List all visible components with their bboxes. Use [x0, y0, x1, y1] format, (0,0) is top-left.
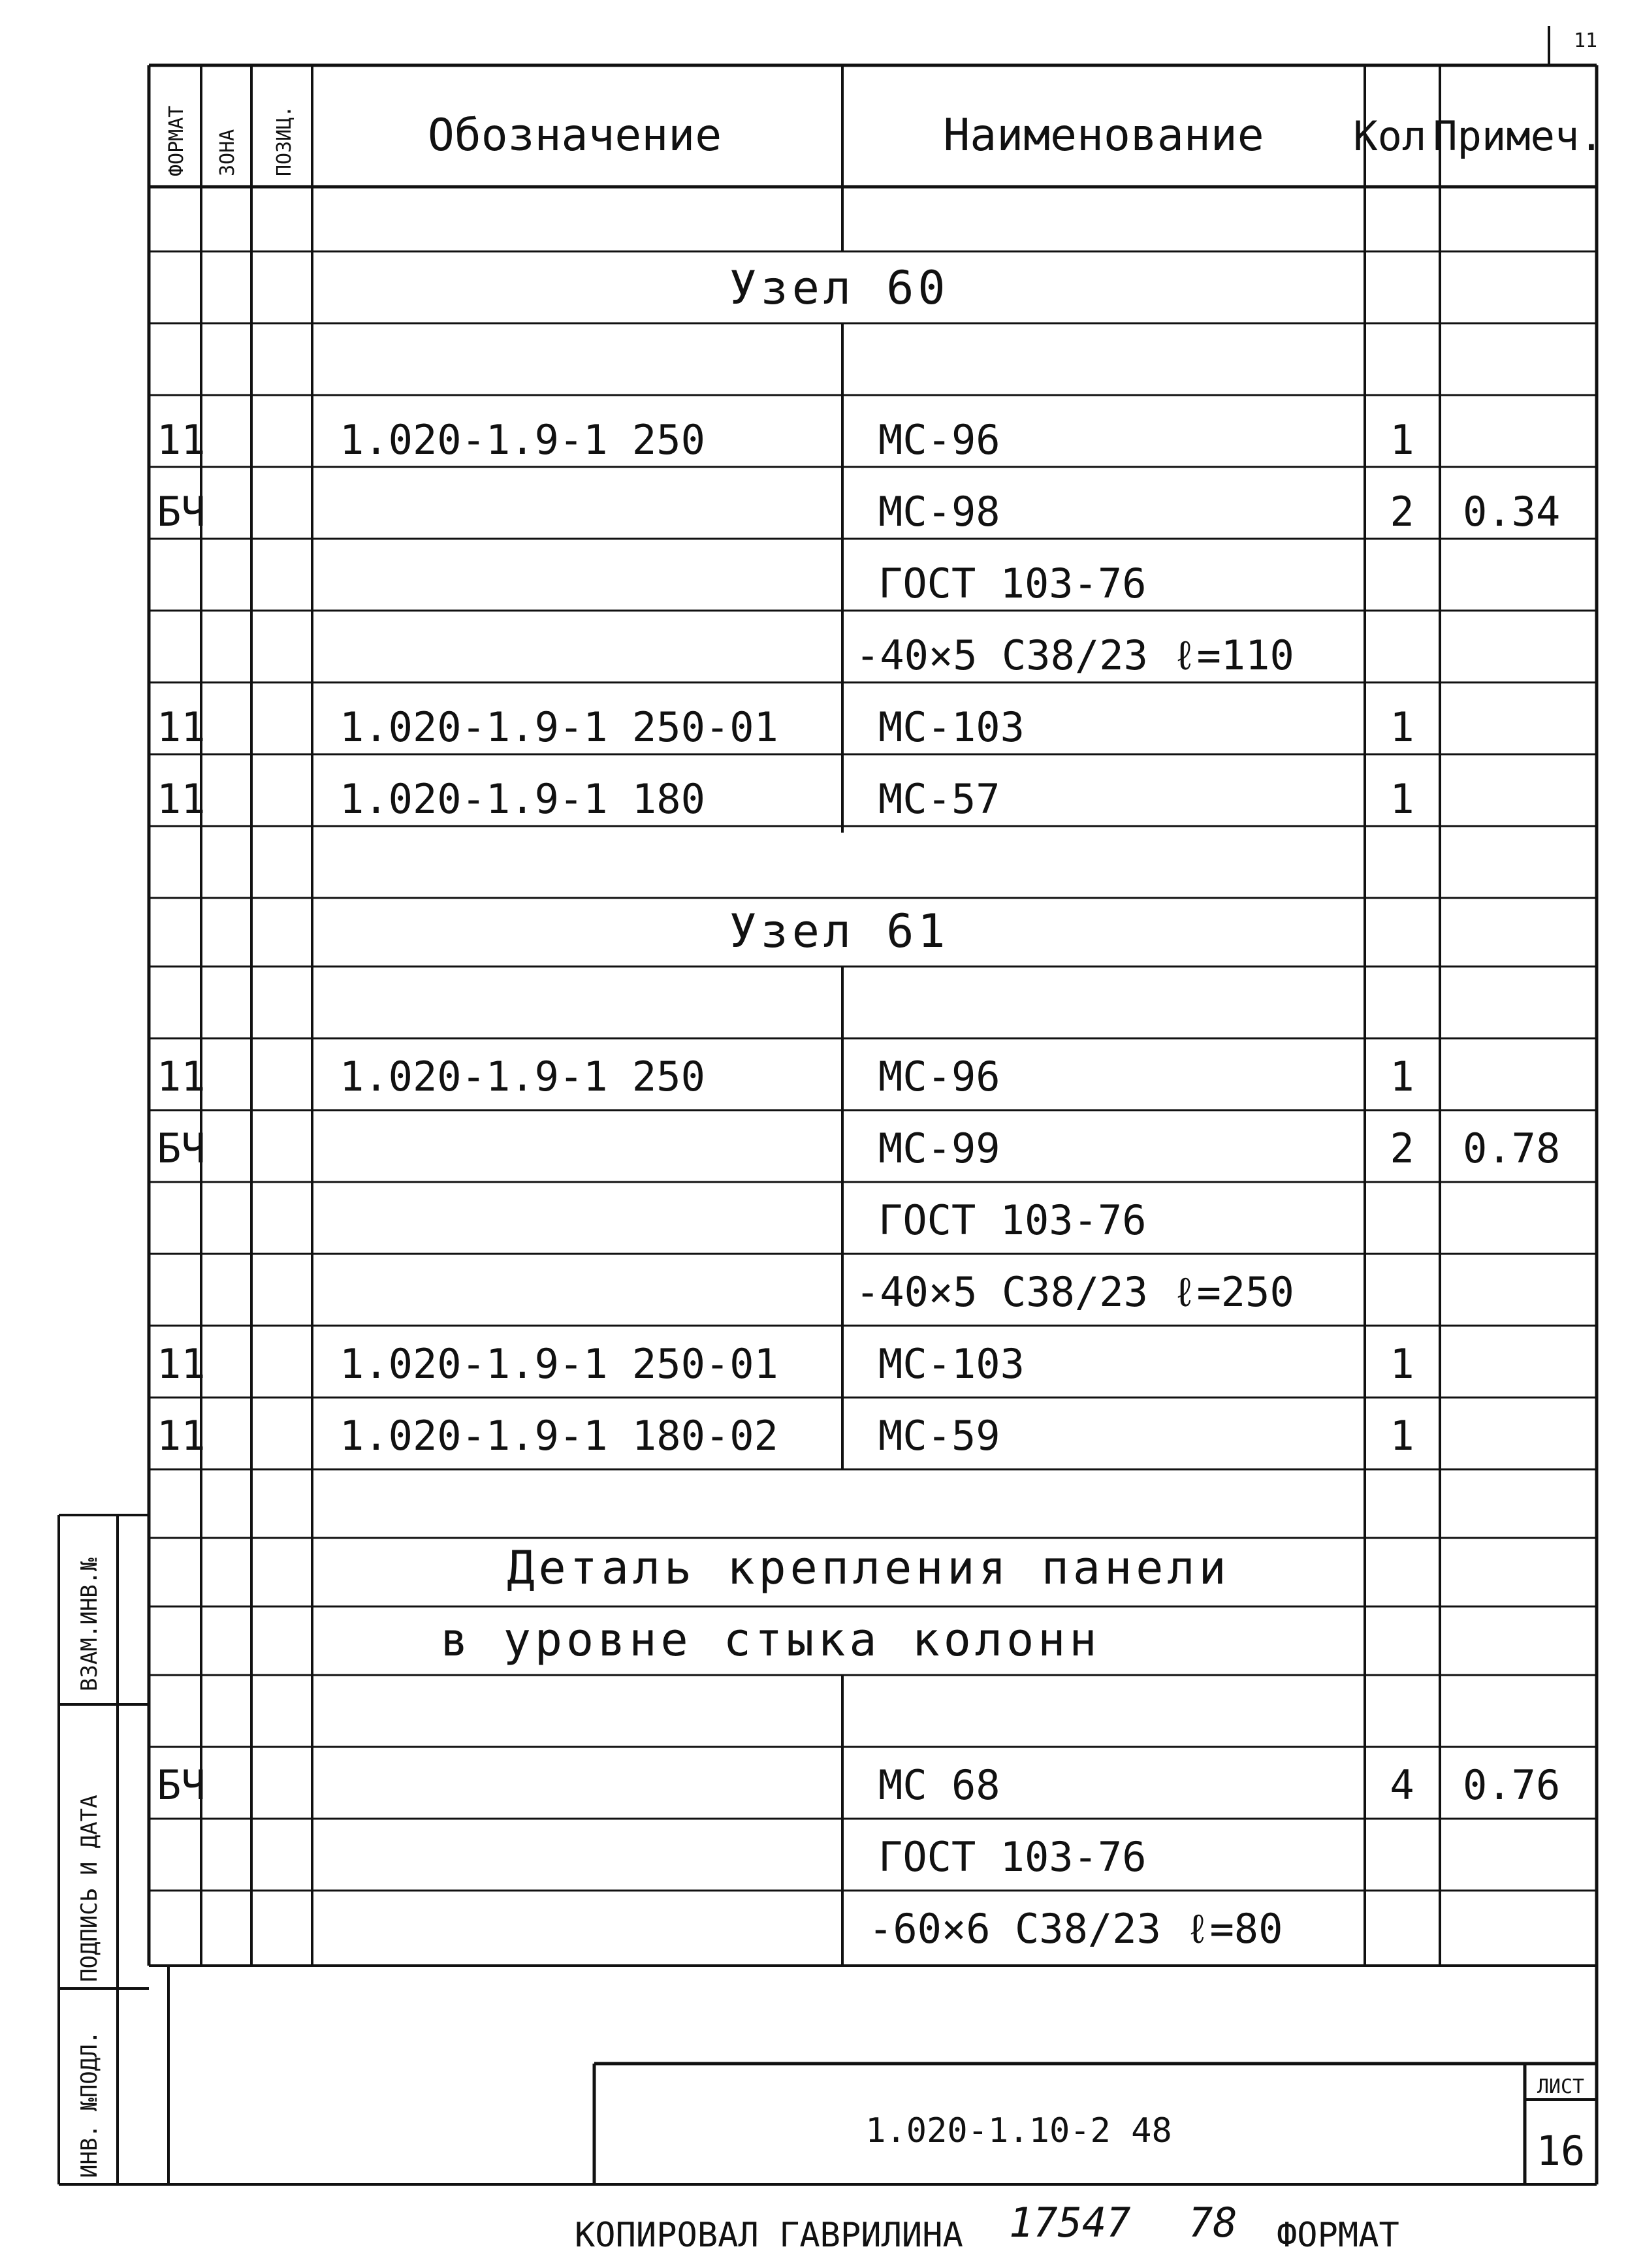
- side-label-inv-orig: ИНВ. №ПОДЛ.: [76, 2030, 103, 2178]
- table-row: [157, 416, 1414, 464]
- cell-format: 11: [157, 416, 206, 464]
- header-designation: Обозначение: [427, 110, 722, 161]
- cell-qty: 1: [1390, 703, 1414, 751]
- header-zone: ЗОНА: [216, 129, 239, 176]
- footer-order-number: 17547: [1009, 2199, 1131, 2246]
- cell-format: БЧ: [157, 488, 206, 535]
- corner-mark: 11: [1574, 29, 1598, 52]
- table-row: [869, 1905, 1283, 1953]
- cell-designation: 1.020-1.9-1 250: [340, 1053, 705, 1100]
- cell-name: -40×5 С38/23 ℓ=110: [855, 631, 1294, 679]
- cell-name: -40×5 С38/23 ℓ=250: [855, 1268, 1294, 1316]
- cell-name: МС-103: [878, 1340, 1025, 1388]
- cell-designation: 1.020-1.9-1 250-01: [340, 1340, 778, 1388]
- table-row: [878, 560, 1147, 607]
- header-note: Примеч.: [1433, 112, 1604, 160]
- sheet-label: ЛИСТ: [1537, 2075, 1585, 2098]
- side-stamp: [59, 1515, 168, 2184]
- cell-qty: 1: [1390, 1412, 1414, 1460]
- cell-qty: 4: [1390, 1761, 1414, 1809]
- cell-name: МС-96: [878, 1053, 1000, 1100]
- table-row: [157, 1340, 1414, 1388]
- cell-format: 11: [157, 1340, 206, 1388]
- cell-designation: 1.020-1.9-1 250: [340, 416, 705, 464]
- cell-qty: 1: [1390, 1053, 1414, 1100]
- section-title-detail-line2: в уровне стыка колонн: [440, 1613, 1101, 1667]
- cell-name: МС-99: [878, 1125, 1000, 1172]
- cell-format: БЧ: [157, 1761, 206, 1809]
- cell-qty: 2: [1390, 488, 1414, 535]
- cell-format: 11: [157, 1412, 206, 1460]
- table-row: [157, 1125, 1560, 1172]
- header-qty: Кол.: [1353, 112, 1451, 160]
- doc-number: 1.020-1.10-2 48: [865, 2111, 1172, 2150]
- footer-year: 78: [1188, 2199, 1237, 2246]
- cell-name: МС-103: [878, 703, 1025, 751]
- cell-qty: 1: [1390, 775, 1414, 823]
- header-position: ПОЗИЦ.: [273, 105, 296, 176]
- table-row: [878, 1196, 1147, 1244]
- table-row: [157, 1053, 1414, 1100]
- cell-format: БЧ: [157, 1125, 206, 1172]
- table-row: [157, 1412, 1414, 1460]
- cell-name: ГОСТ 103-76: [878, 1833, 1147, 1881]
- footer-format-label: ФОРМАТ: [1277, 2216, 1399, 2255]
- cell-format: 11: [157, 703, 206, 751]
- table-row: [855, 1268, 1294, 1316]
- section-title-uzel-61: Узел 61: [729, 904, 949, 958]
- cell-name: МС-98: [878, 488, 1000, 535]
- cell-qty: 2: [1390, 1125, 1414, 1172]
- table-grid: [149, 65, 1597, 2184]
- header-name: Наименование: [943, 110, 1264, 161]
- table-row: [157, 488, 1560, 535]
- side-label-sign-date: ПОДПИСЬ И ДАТА: [76, 1795, 103, 1982]
- cell-name: МС-96: [878, 416, 1000, 464]
- cell-name: -60×6 С38/23 ℓ=80: [869, 1905, 1283, 1953]
- cell-name: МС 68: [878, 1761, 1000, 1809]
- cell-note: 0.34: [1463, 488, 1561, 535]
- cell-format: 11: [157, 775, 206, 823]
- cell-qty: 1: [1390, 416, 1414, 464]
- table-row: [157, 775, 1414, 823]
- section-title-detail-line1: Деталь крепления панели: [507, 1541, 1230, 1595]
- cell-name: ГОСТ 103-76: [878, 560, 1147, 607]
- cell-note: 0.76: [1463, 1761, 1561, 1809]
- cell-designation: 1.020-1.9-1 180: [340, 775, 705, 823]
- table-row: [157, 1761, 1560, 1809]
- cell-name: ГОСТ 103-76: [878, 1196, 1147, 1244]
- cell-name: МС-57: [878, 775, 1000, 823]
- cell-qty: 1: [1390, 1340, 1414, 1388]
- table-row: [878, 1833, 1147, 1881]
- cell-designation: 1.020-1.9-1 250-01: [340, 703, 778, 751]
- table-row: [855, 631, 1294, 679]
- table-row: [157, 703, 1414, 751]
- side-label-vzam-inv: ВЗАМ.ИНВ.№: [76, 1557, 103, 1691]
- section-title-uzel-60: Узел 60: [729, 261, 949, 315]
- cell-designation: 1.020-1.9-1 180-02: [340, 1412, 778, 1460]
- header-format: ФОРМАТ: [165, 105, 188, 176]
- sheet-number: 16: [1536, 2127, 1586, 2175]
- cell-name: МС-59: [878, 1412, 1000, 1460]
- cell-note: 0.78: [1463, 1125, 1561, 1172]
- cell-format: 11: [157, 1053, 206, 1100]
- footer-copied-by: КОПИРОВАЛ ГАВРИЛИНА: [575, 2216, 963, 2255]
